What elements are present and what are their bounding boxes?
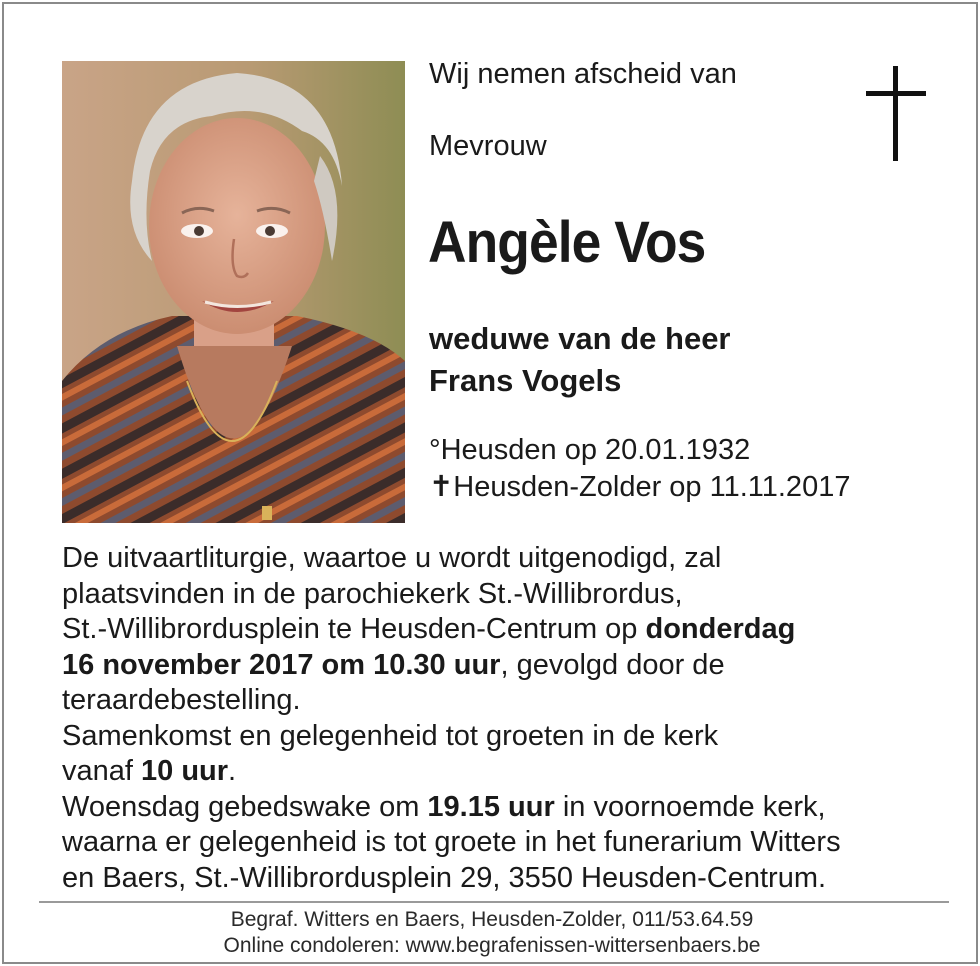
vigil-time: 19.15 uur xyxy=(427,790,555,823)
body-line: plaatsvinden in de parochiekerk St.-Willibrordus, xyxy=(62,577,683,610)
portrait-photo xyxy=(62,61,405,523)
widow-line: weduwe van de heer xyxy=(429,321,731,356)
body-line: teraardebestelling. xyxy=(62,684,301,716)
body-line: Samenkomst en gelegenheid tot groeten in de kerk xyxy=(62,719,719,752)
death-date: ✝Heusden-Zolder op 11.11.2017 xyxy=(429,471,851,503)
body-line xyxy=(62,754,942,790)
life-dates xyxy=(429,432,850,506)
latin-cross-icon xyxy=(866,66,926,167)
body-line: waarna er gelegenheid is tot groete in het funerarium Witters xyxy=(62,826,841,858)
body-text-span: in voornoemde kerk, xyxy=(554,790,826,823)
birth-date: °Heusden op 20.01.1932 xyxy=(429,434,751,466)
body-line: De uitvaartliturgie, waartoe u wordt uitgenodigd, zal xyxy=(62,542,722,574)
body-text-span: , gevolgd door de xyxy=(500,648,725,681)
body-text-span: vanaf xyxy=(62,755,141,787)
salutation: Mevrouw xyxy=(429,130,547,162)
footer xyxy=(4,907,980,959)
funeral-details xyxy=(62,541,942,896)
body-line xyxy=(62,612,942,648)
spouse-name: Frans Vogels xyxy=(429,363,622,398)
body-line xyxy=(62,648,942,684)
condolence-link[interactable]: Online condoleren: www.begrafenissen-wittersenbaers.be xyxy=(223,934,761,957)
deceased-name: Angèle Vos xyxy=(428,210,706,275)
intro-text: Wij nemen afscheid van xyxy=(429,58,737,90)
funeral-home-info: Begraf. Witters en Baers, Heusden-Zolder, 011/53.64.59 xyxy=(230,908,754,931)
service-datetime: 16 november 2017 om 10.30 uur xyxy=(62,648,501,681)
body-text-span: St.-Willibrordusplein te Heusden-Centrum op xyxy=(62,613,646,645)
gathering-time: 10 uur xyxy=(141,755,229,787)
widow-of-block xyxy=(429,318,731,402)
service-day: donderdag xyxy=(645,613,796,645)
obituary-card xyxy=(2,2,978,964)
body-text-span: Woensdag gebedswake om xyxy=(62,790,428,823)
body-text-span: . xyxy=(228,755,237,787)
footer-divider xyxy=(39,901,949,903)
body-line: en Baers, St.-Willibrordusplein 29, 3550 Heusden-Centrum. xyxy=(62,861,827,894)
body-line xyxy=(62,790,942,826)
